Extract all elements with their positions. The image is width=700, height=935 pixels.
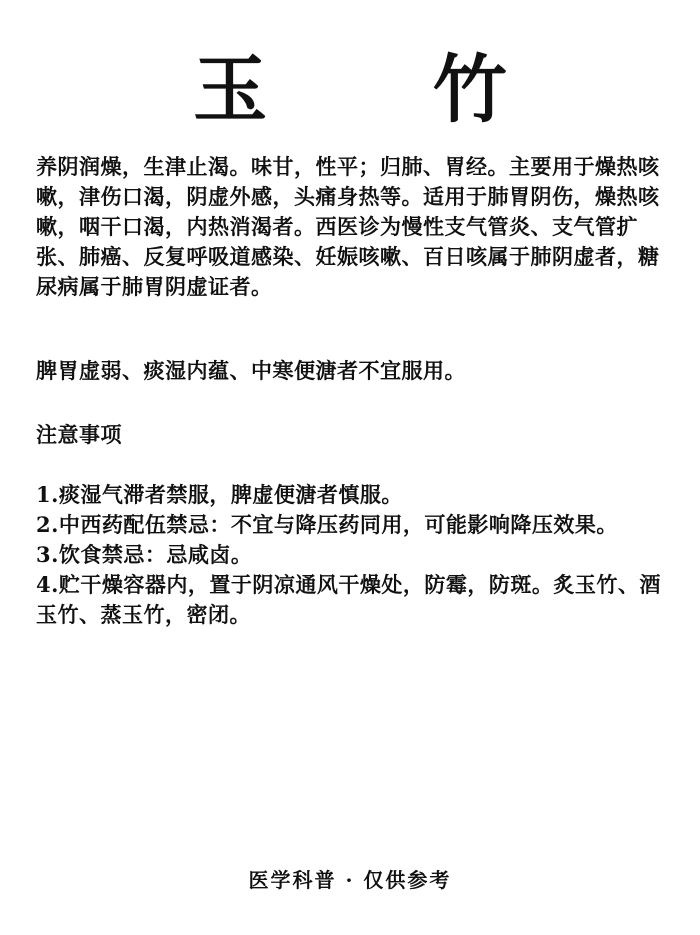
footer-disclaimer: 医学科普 · 仅供参考 (248, 868, 452, 892)
notes-list-item: 1.痰湿气滞者禁服，脾虚便溏者慎服。 (36, 482, 403, 507)
notes-heading: 注意事项 (36, 422, 122, 447)
page-title: 玉 竹 (193, 47, 577, 133)
notes-list-item: 2.中西药配伍禁忌：不宜与降压药同用，可能影响降压效果。 (36, 512, 618, 537)
description-paragraph: 养阴润燥，生津止渴。味甘，性平；归肺、胃经。主要用于燥热咳嗽，津伤口渴，阴虚外感，头痛身热等。适用于肺胃阴伤，燥热咳嗽，咽干口渴，内热消渴者。西医诊为慢性支气管炎、支气管扩张、肺癌、反复呼吸道感染、妊娠咳嗽、百日咳属于肺阴虚者，糖尿病属于肺胃阴虚证者。 (36, 154, 660, 299)
notes-list-item: 3.饮食禁忌：忌咸卤。 (36, 542, 253, 567)
notes-list (36, 480, 668, 630)
contraindication-paragraph: 脾胃虚弱、痰湿内蕴、中寒便溏者不宜服用。 (36, 358, 466, 383)
notes-list-item: 4.贮干燥容器内，置于阴凉通风干燥处，防霉，防斑。炙玉竹、酒玉竹、蒸玉竹，密闭。 (36, 572, 661, 627)
